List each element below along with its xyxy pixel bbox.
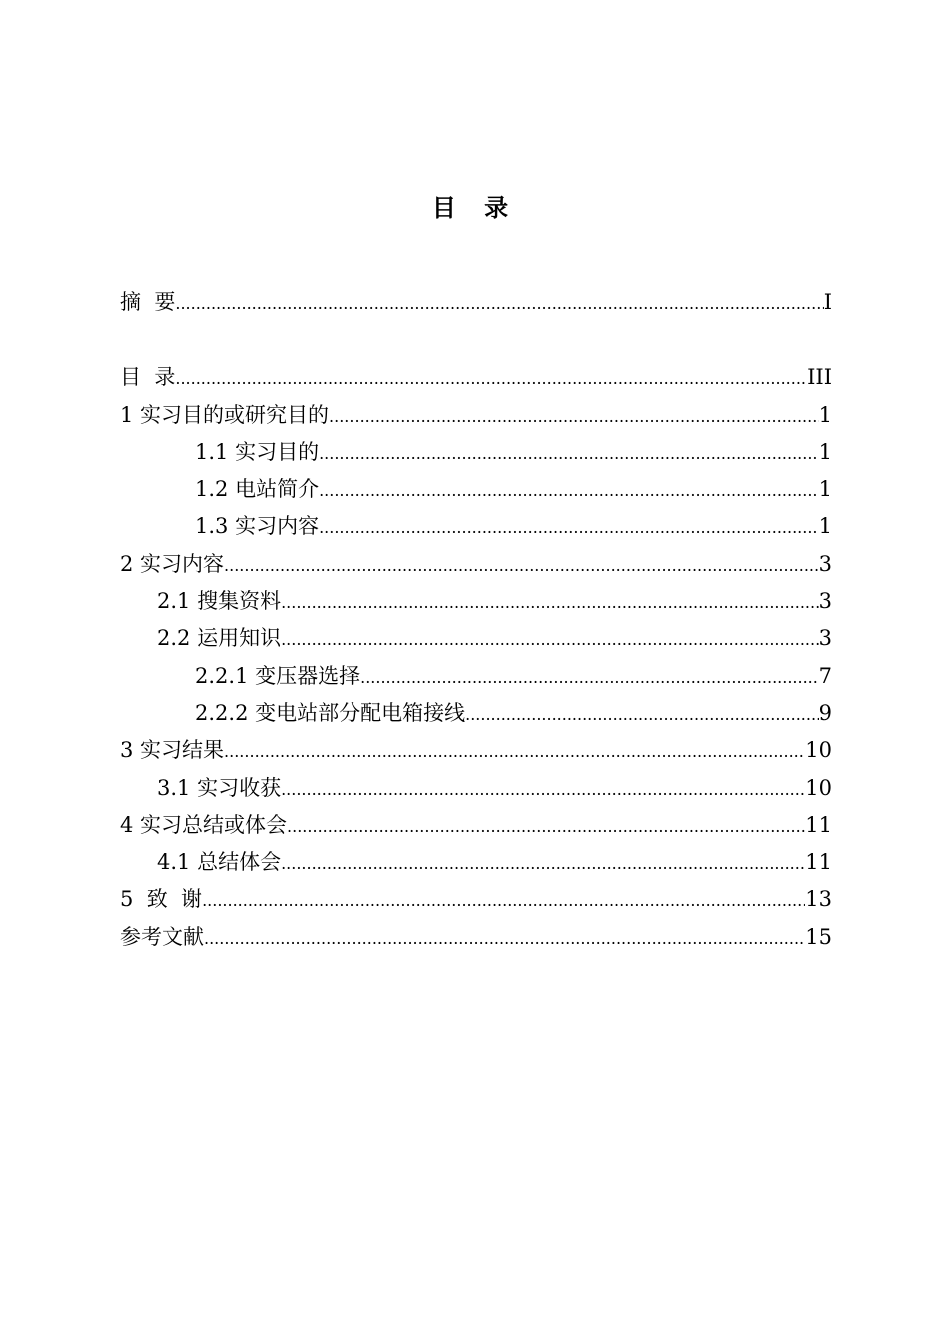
toc-entry-page: 13 [805, 887, 832, 912]
toc-entry-page: 1 [818, 439, 832, 464]
toc-list [120, 284, 832, 956]
toc-entry-label: 参考文献 [120, 924, 204, 949]
toc-entry-page: 9 [818, 700, 832, 725]
toc-leader-dots [319, 435, 819, 471]
toc-entry-section-2-2[interactable] [120, 620, 832, 657]
toc-leader-dots [465, 696, 819, 732]
toc-leader-dots [224, 547, 819, 583]
toc-leader-dots [202, 882, 805, 918]
toc-entry-section-1-2[interactable] [120, 471, 832, 508]
toc-leader-dots [281, 584, 819, 620]
toc-entry-section-2-1[interactable] [120, 583, 832, 620]
toc-leader-dots [281, 771, 805, 807]
toc-entry-page: 10 [805, 775, 832, 800]
toc-entry-chapter-2[interactable] [120, 546, 832, 583]
toc-title: 目 录 [431, 193, 519, 222]
toc-entry-page: 3 [818, 626, 832, 651]
toc-leader-dots [224, 733, 805, 769]
toc-leader-dots [175, 360, 807, 396]
toc-entry-page: 3 [818, 589, 832, 614]
toc-entry-chapter-4[interactable] [120, 807, 832, 844]
toc-entry-section-2-2-1[interactable] [120, 658, 832, 695]
toc-entry-page: 1 [818, 477, 832, 502]
toc-entry-references[interactable] [120, 919, 832, 956]
toc-entry-page: 11 [805, 850, 832, 875]
toc-entry-label: 目 录 [120, 365, 176, 390]
toc-leader-dots [287, 808, 805, 844]
toc-entry-label: 4 实习总结或体会 [120, 812, 288, 837]
toc-entry-page: 1 [818, 402, 832, 427]
toc-entry-label: 摘 要 [120, 290, 176, 314]
toc-entry-label: 3 实习结果 [120, 738, 225, 763]
toc-entry-page: 1 [818, 514, 832, 539]
toc-entry-label: 5 致 谢 [120, 887, 203, 912]
toc-leader-dots [281, 621, 819, 657]
toc-leader-dots [281, 845, 805, 881]
toc-entry-label: 3.1 实习收获 [157, 775, 282, 800]
toc-entry-label: 2.1 搜集资料 [157, 589, 282, 614]
toc-entry-contents[interactable] [120, 359, 832, 396]
toc-leader-dots [319, 472, 819, 508]
toc-entry-chapter-1[interactable] [120, 397, 832, 434]
toc-entry-label: 2 实习内容 [120, 551, 225, 576]
toc-entry-chapter-5[interactable] [120, 881, 832, 918]
toc-entry-label: 1.1 实习目的 [195, 439, 320, 464]
toc-entry-section-2-2-2[interactable] [120, 695, 832, 732]
toc-entry-label: 1.3 实习内容 [195, 514, 320, 539]
toc-entry-page: 3 [818, 551, 832, 576]
toc-entry-section-1-1[interactable] [120, 434, 832, 471]
toc-entry-page: 11 [805, 812, 832, 837]
toc-leader-dots [175, 285, 823, 321]
toc-entry-page: 15 [805, 924, 832, 949]
toc-entry-label: 1 实习目的或研究目的 [120, 402, 330, 427]
toc-entry-label: 2.2 运用知识 [157, 626, 282, 651]
toc-entry-section-4-1[interactable] [120, 844, 832, 881]
toc-entry-label: 2.2.1 变压器选择 [195, 663, 361, 688]
toc-leader-dots [360, 659, 819, 695]
toc-entry-abstract[interactable] [120, 284, 832, 321]
toc-entry-label: 2.2.2 变电站部分配电箱接线 [195, 700, 466, 725]
toc-entry-label: 1.2 电站简介 [195, 477, 320, 502]
toc-entry-section-3-1[interactable] [120, 770, 832, 807]
toc-entry-page: 7 [818, 663, 832, 688]
toc-leader-dots [329, 398, 819, 434]
toc-entry-label: 4.1 总结体会 [157, 850, 282, 875]
toc-leader-dots [204, 920, 805, 956]
toc-entry-chapter-3[interactable] [120, 732, 832, 769]
toc-leader-dots [319, 509, 819, 545]
toc-entry-section-1-3[interactable] [120, 508, 832, 545]
toc-entry-page: III [807, 365, 832, 390]
toc-entry-page: I [823, 290, 832, 314]
toc-entry-page: 10 [805, 738, 832, 763]
